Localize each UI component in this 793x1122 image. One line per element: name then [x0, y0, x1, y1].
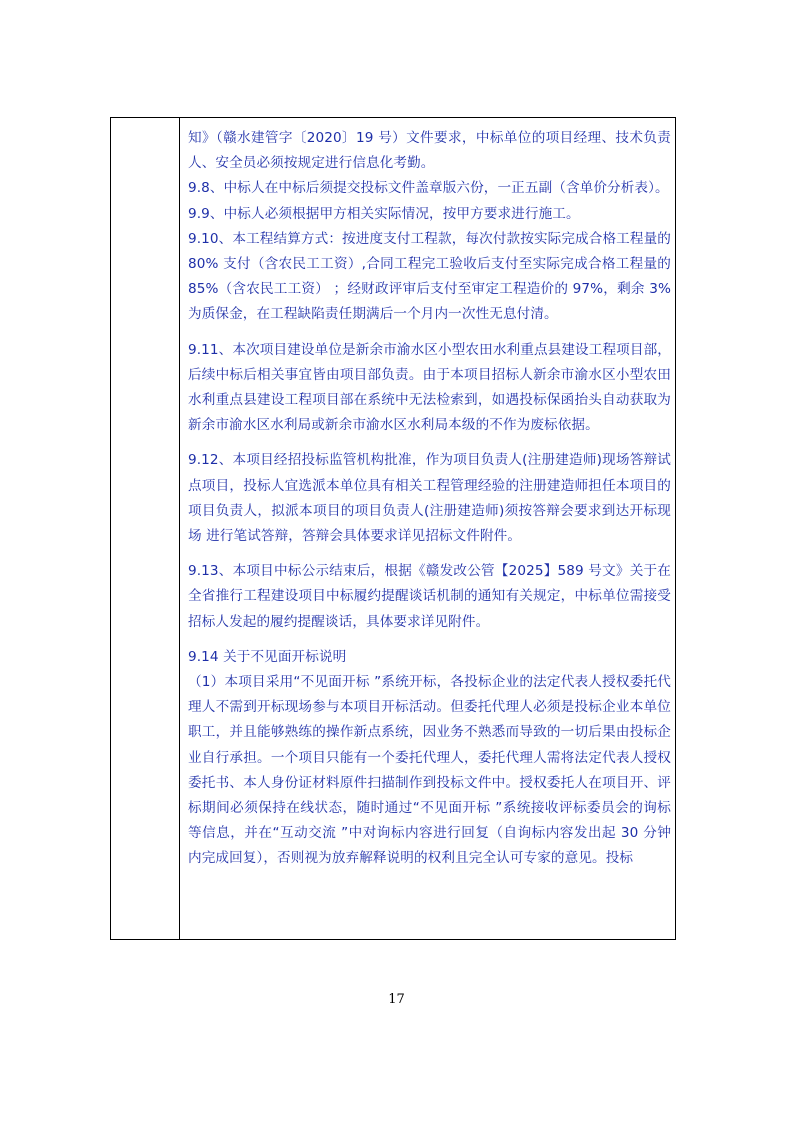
page-number: 17 [388, 992, 405, 1007]
paragraph-9-7-continued: 知》（赣水建管字〔2020〕19 号）文件要求，中标单位的项目经理、技术负责人、安全员必须按规定进行信息化考勤。 [188, 130, 671, 172]
content-table [110, 117, 676, 940]
paragraph-9-8: 9.8、中标人在中标后须提交投标文件盖章版六份，一正五副（含单价分析表）。 [188, 180, 669, 197]
paragraph-9-11: 9.11、本次项目建设单位是新余市渝水区小型农田水利重点县建设工程项目部，后续中标后相关事宜皆由项目部负责。由于本项目招标人新余市渝水区小型农田水利重点县建设工程项目部在系统中无法检索到，如遇投标保函抬头自动获取为新余市渝水区水利局或新余市渝水区水利局本级的不作为废标依据。 [188, 341, 671, 434]
table-column-divider [179, 118, 180, 939]
paragraph-9-12: 9.12、本项目经招投标监管机构批准，作为项目负责人(注册建造师)现场答辩试点项目，投标人宜选派本单位具有相关工程管理经验的注册建造师担任本项目的项目负责人，拟派本项目的项目负责人(注册建造师)须按答辩会要求到达开标现场 进行笔试答辩，答辩会具体要求详见招标文件附件。 [188, 452, 671, 545]
paragraph-9-9: 9.9、中标人必须根据甲方相关实际情况，按甲方要求进行施工。 [188, 205, 580, 222]
table-cell-content [188, 126, 671, 872]
paragraph-9-10: 9.10、本工程结算方式：按进度支付工程款，每次付款按实际完成合格工程量的 80% 支付（含农民工工资）,合同工程完工验收后支付至实际完成合格工程量的 85%（含农民工工资） ；经财政评审后支付至审定工程造价的 97%，剩余 3% 为质保金，在工程缺陷责任期满后一个月内一次性无息付清。 [188, 230, 671, 323]
paragraph-9-13: 9.13、本项目中标公示结束后，根据《赣发改公管【2025】589 号文》关于在全省推行工程建设项目中标履约提醒谈话机制的通知有关规定，中标单位需接受招标人发起的履约提醒谈话，具体要求详见附件。 [188, 563, 671, 630]
paragraph-9-14-item-1: （1）本项目采用“不见面开标 ”系统开标，各投标企业的法定代表人授权委托代理人不需到开标现场参与本项目开标活动。但委托代理人必须是投标企业本单位职工，并且能够熟练的操作新点系统，因业务不熟悉而导致的一切后果由投标企业自行承担。一个项目只能有一个委托代理人，委托代理人需将法定代表人授权委托书、本人身份证材料原件扫描制作到投标文件中。授权委托人在项目开、评标期间必须保持在线状态，随时通过“不见面开标 ”系统接收评标委员会的询标等信息，并在“互动交流 ”中对询标内容进行回复（自询标内容发出起 30 分钟内完成回复），否则视为放弃解释说明的权利且完全认可专家的意见。投标 [188, 674, 671, 867]
paragraph-9-14-heading: 9.14 关于不见面开标说明 [188, 648, 347, 665]
